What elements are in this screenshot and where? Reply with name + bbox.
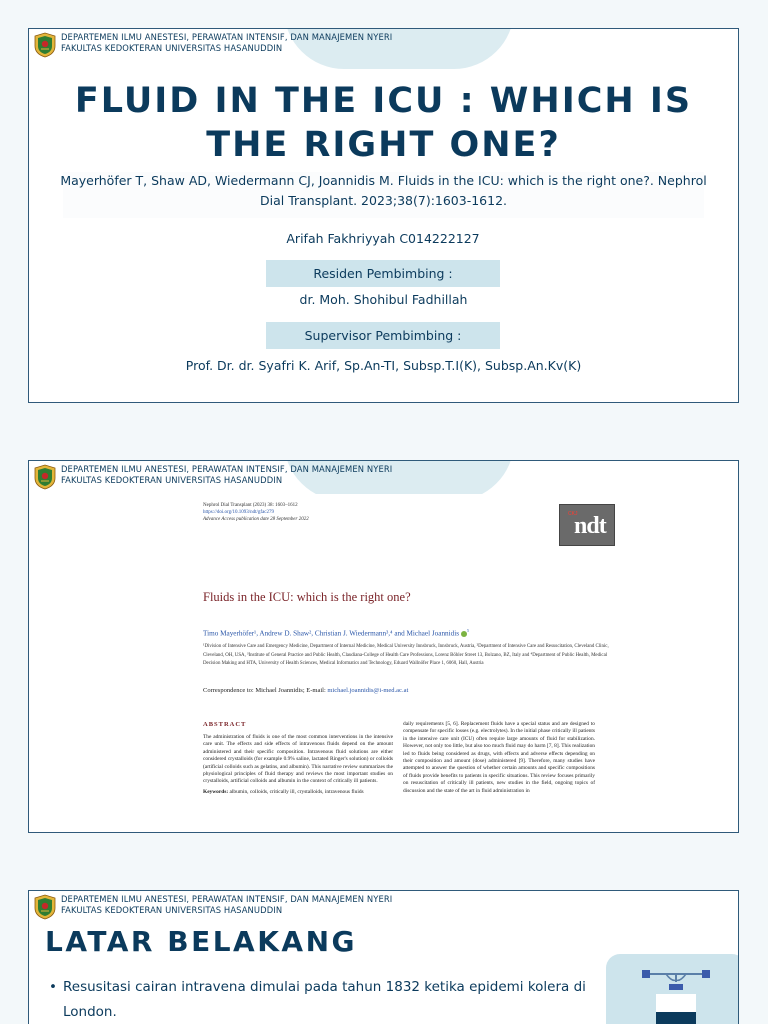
paper-authors: Timo Mayerhöfer¹, Andrew D. Shaw², Christian J. Wiedermann³,⁴ and Michael Joannidis $^5$ — [203, 628, 470, 638]
paper-affiliations: ¹Division of Intensive Care and Emergency Medicine, Department of Internal Medicine, Medical University Innsbruck, Innsbruck, Austria, ²Department of Intensive Care and Resuscitation, Cleveland Clinic, Cleveland, OH, USA, ³Institute of General Practice and Public Health, Claudiana-College of Health Care Professions, Lorenz Böhler Street 13, Bolzano, BZ, Italy and ⁴Department of Public Health, Medical Decision Making and HTA, University of Health Sciences, Medical Informatics and Technology, Eduard Wallnöfer Place 1, 6060, Hall, Austria — [203, 644, 609, 667]
abstract-column — [203, 734, 393, 796]
resident-role-label: Residen Pembimbing : — [266, 260, 500, 287]
department-name: DEPARTEMEN ILMU ANESTESI, PERAWATAN INTENSIF, DAN MANAJEMEN NYERI — [61, 894, 393, 904]
faculty-name: FAKULTAS KEDOKTERAN UNIVERSITAS HASANUDDIN — [61, 43, 283, 53]
paper-first-page-image — [177, 494, 621, 829]
author-list: Timo Mayerhöfer¹, Andrew D. Shaw², Christian J. Wiedermann³,⁴ and Michael Joannidis — [203, 629, 460, 638]
unhas-crest-icon — [33, 32, 57, 58]
department-name: DEPARTEMEN ILMU ANESTESI, PERAWATAN INTENSIF, DAN MANAJEMEN NYERI — [61, 32, 393, 42]
abstract-text: The administration of fluids is one of the most common interventions in the intensive care unit. The effects and side effects of intravenous fluids depend on the amount administered and their specific composition. Intravenous fluid solutions are either considered crystalloids (for example 0.9% saline, lactated Ringer's solution) or colloids (artificial colloids such as gelatins, and albumin). This narrative review summarizes the physiological principles of fluid therapy and reviews the most important studies on crystalloids, artificial colloids and albumin in the context of critically ill patients. — [203, 734, 393, 785]
title-slide — [28, 28, 739, 403]
paper-title: Fluids in the ICU: which is the right one? — [203, 590, 411, 604]
correspondence — [203, 687, 408, 694]
faculty-name: FAKULTAS KEDOKTERAN UNIVERSITAS HASANUDDIN — [61, 475, 283, 485]
keywords — [203, 789, 393, 796]
ndt-logo-text: ndt — [574, 513, 606, 539]
keywords-text: albumin, colloids, critically ill, crystalloids, intravenous fluids — [228, 788, 364, 795]
keywords-label: Keywords: — [203, 788, 229, 795]
unhas-crest-icon — [33, 464, 57, 490]
department-name: DEPARTEMEN ILMU ANESTESI, PERAWATAN INTENSIF, DAN MANAJEMEN NYERI — [61, 464, 393, 474]
faculty-name: FAKULTAS KEDOKTERAN UNIVERSITAS HASANUDDIN — [61, 905, 283, 915]
doi-link: https://doi.org/10.1093/ndt/gfac279 — [203, 510, 275, 515]
citation: Mayerhöfer T, Shaw AD, Wiedermann CJ, Joannidis M. Fluids in the ICU: which is the right one?. Nephrol Dial Transplant. 2023;38(7):1603-1612. — [60, 173, 707, 208]
bullet-item: • Resusitasi cairan intravena dimulai pada tahun 1832 ketika epidemi kolera di London. — [49, 975, 589, 1024]
correspondence-label: Correspondence to: Michael Joannidis; E-mail: — [203, 687, 328, 694]
correspondence-email: michael.joannidis@i-med.ac.at — [327, 687, 409, 694]
unhas-crest-icon — [33, 894, 57, 920]
slide-header — [33, 894, 392, 920]
supervisor-name: Prof. Dr. dr. Syafri K. Arif, Sp.An-TI, Subsp.T.I(K), Subsp.An.Kv(K) — [185, 358, 582, 373]
section-title: LATAR BELAKANG — [45, 925, 358, 958]
presentation-title: FLUID IN THE ICU : WHICH IS THE RIGHT ONE? — [74, 81, 693, 165]
resident-name: dr. Moh. Shohibul Fadhillah — [299, 292, 468, 307]
paper-slide — [28, 460, 739, 833]
journal-line: Nephrol Dial Transplant (2023) 38: 1603–1612 — [203, 503, 298, 508]
advance-access: Advance Access publication date 28 September 2022 — [203, 517, 309, 522]
presenter-name: Arifah Fakhriyyah C014222127 — [265, 226, 501, 252]
ndt-logo-badge: CKJ — [568, 511, 578, 517]
ndt-journal-logo — [559, 504, 615, 546]
abstract-heading: ABSTRACT — [203, 721, 247, 728]
supervisor-role-label: Supervisor Pembimbing : — [266, 322, 500, 349]
iv-drip-illustration — [606, 954, 739, 1024]
background-slide — [28, 890, 739, 1024]
intro-column: daily requirements [5, 6]. Replacement fluids have a special status and are designed to compensate for specific losses (e.g. electrolytes). In the initial phase critically ill patients in the intensive care unit (ICU) often require large amounts of fluid for stabilization. However, not only too little, but also too much fluid may do harm [7, 8]. This realization led to fluids being considered as drugs, with effects and adverse effects depending on their composition and amount (dose) administered [9]. Therefore, many studies have attempted to answer the question of whether certain amounts and specific compositions of fluids provide benefits to patients in specific situations. This review focuses primarily on resuscitation of critically ill patients, new studies in the field, ongoing topics of discussion and the state of the art in fluid administration in — [403, 721, 595, 794]
paper-meta — [203, 502, 309, 523]
slide-header — [33, 32, 392, 58]
slide-header — [33, 464, 392, 490]
